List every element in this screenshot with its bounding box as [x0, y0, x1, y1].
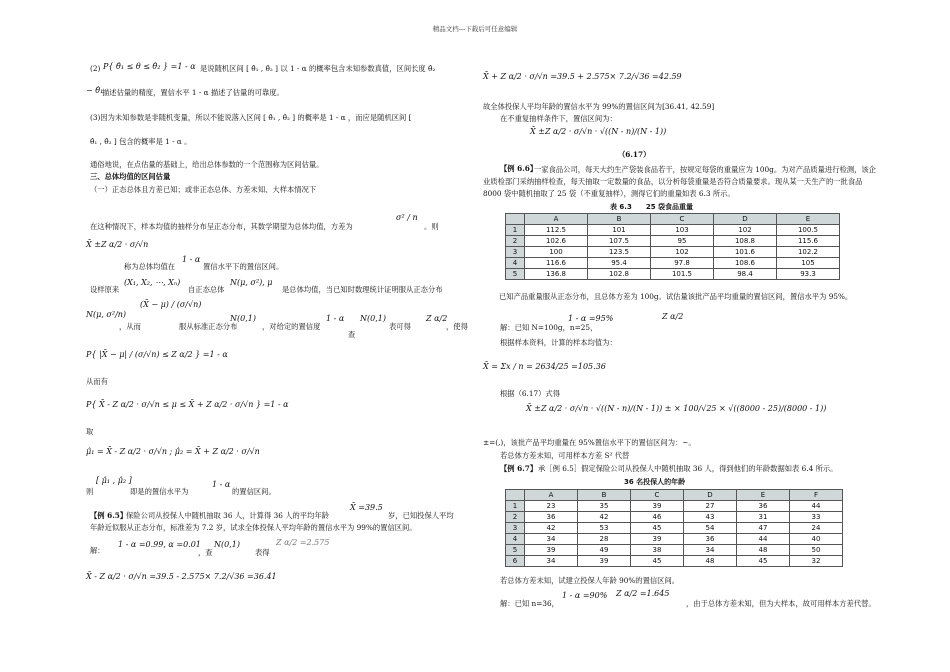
- paragraph-text: 已知产品重量服从正态分布，且总体方差为 100g。试估量该批产品平均重量的置信区间，置信水平为 95%。: [499, 292, 853, 301]
- paragraph-text: 描述估量的精度，置信水平 1 - α 描述了估量的可靠度。: [102, 88, 284, 97]
- paragraph-text: 在不重复抽样条件下，置信区间为：: [500, 114, 617, 123]
- table-cell: 45: [631, 556, 684, 567]
- table-cell: 101.6: [714, 247, 777, 258]
- table-cell: 27: [684, 501, 737, 512]
- paragraph-text: ，从而: [119, 322, 141, 331]
- row-header: 2: [506, 512, 525, 523]
- example-label: 【例 6.5】: [90, 511, 128, 520]
- normal-dist-formula: N(μ, σ²), μ: [230, 278, 273, 287]
- table-cell: 95: [651, 236, 714, 247]
- given-values-formula: 1 - α =0.99, α =0.01: [118, 540, 201, 549]
- column-header: B: [578, 490, 631, 501]
- solution-label: 解：已知 n=36，: [500, 599, 559, 608]
- paragraph-text: ，查: [198, 548, 213, 557]
- z-value-formula: Z α/2 =2.575: [276, 538, 330, 547]
- table-cell: 35: [578, 501, 631, 512]
- column-header: E: [777, 214, 840, 225]
- table-cell: 38: [631, 545, 684, 556]
- table-cell: 102.8: [588, 269, 651, 280]
- z-value-formula: Z α/2: [662, 312, 684, 321]
- table-cell: 34: [684, 545, 737, 556]
- paragraph-text: ，对给定的置信度: [262, 322, 321, 331]
- row-header: 1: [506, 225, 525, 236]
- table-cell: 46: [631, 512, 684, 523]
- formula-fragment: − θ̂₁: [86, 86, 104, 95]
- table-cell: 24: [790, 523, 843, 534]
- table-cell: 115.6: [777, 236, 840, 247]
- column-header: C: [631, 490, 684, 501]
- table-cell: 48: [737, 545, 790, 556]
- table-cell: 48: [684, 556, 737, 567]
- table-cell: 44: [790, 501, 843, 512]
- table-cell: 40: [790, 534, 843, 545]
- paragraph-text: 一家食品公司，每天大约生产袋装食品若干，按规定每袋的重量应为 100g。为对产品质量进行检测，该企业质检部门采纳抽样检查，每天抽取一定数量的食品，以分析每袋重量是否符合质量要求。现从某一天生产的一批食品 8000 袋中随机抽取了 25 袋（不重复抽样），测得它们的重量如表 6.3 所示。: [483, 165, 876, 198]
- table-row: [506, 534, 843, 545]
- equation-number: （6.17）: [618, 150, 651, 159]
- table-cell: 95.4: [588, 258, 651, 269]
- normal-dist-formula: N(μ, σ²/n): [86, 310, 127, 319]
- table-cell: 100.5: [777, 225, 840, 236]
- paragraph-text: 则: [86, 487, 94, 496]
- table-cell: 98.4: [714, 269, 777, 280]
- paragraph-text: 查: [348, 330, 356, 339]
- table-row: [506, 512, 843, 523]
- table-cell: 54: [684, 523, 737, 534]
- probability-formula: P{ |X̄ − μ| / (σ/√n) ≤ Z α/2 } =1 - α: [86, 350, 228, 359]
- table-cell: 44: [737, 534, 790, 545]
- table-row: [506, 258, 840, 269]
- table-cell: 102: [651, 247, 714, 258]
- table-cell: 136.8: [525, 269, 588, 280]
- column-header: E: [737, 490, 790, 501]
- paragraph-text: 设样原来: [90, 285, 120, 294]
- paragraph-text: 承［例 6.5］假定保险公司从投保人中随机抽取 36 人，得到他们的年龄数据如表 6.4 所示。: [538, 464, 838, 473]
- paragraph-text: 若总体方差未知，试建立投保人年龄 90%的置信区间。: [500, 576, 680, 585]
- paragraph-text: 岁，已知投保人平均: [388, 511, 454, 520]
- alpha-formula: 1 - α: [326, 314, 345, 323]
- sample-mean-calculation: X̄ = Σx / n = 2634/25 =105.36: [483, 362, 606, 371]
- insured-age-table: [505, 489, 843, 567]
- row-header: 3: [506, 247, 525, 258]
- table-row: [506, 225, 840, 236]
- table-cell: 53: [578, 523, 631, 534]
- paragraph-text: 的置信区间。: [232, 487, 276, 496]
- paragraph-text: 通俗地说，在点估量的基础上，给出总体参数的一个范围称为区间估量。: [90, 160, 324, 169]
- paragraph-text: 取: [86, 427, 94, 436]
- paragraph-text: 保险公司从投保人中随机抽取 36 人，计算得 36 人的平均年龄: [126, 511, 329, 520]
- table-row: [506, 269, 840, 280]
- row-header: 3: [506, 523, 525, 534]
- probability-formula: P{ X̄ - Z α/2 · σ/√n ≤ μ ≤ X̄ + Z α/2 · σ/√n } =1 - α: [86, 400, 289, 409]
- table-row: [506, 545, 843, 556]
- page-header: 精品文档---下载后可任意编辑: [432, 25, 518, 33]
- paragraph-text: 。则: [424, 222, 439, 231]
- food-weight-table: [505, 213, 840, 280]
- paragraph-text: 根据（6.17）式得: [500, 389, 561, 398]
- table-row: [506, 523, 843, 534]
- upper-bound-calculation: X̄ + Z α/2 · σ/√n =39.5 + 2.575× 7.2/√36 =42.59: [483, 72, 682, 81]
- section-heading: 三、总体均值的区间估量: [90, 172, 171, 181]
- table-cell: 50: [790, 545, 843, 556]
- paragraph-text: 表得: [255, 548, 270, 557]
- table-cell: 28: [578, 534, 631, 545]
- table-cell: 116.6: [525, 258, 588, 269]
- table-cell: 34: [525, 534, 578, 545]
- column-header: C: [651, 214, 714, 225]
- row-header: 5: [506, 545, 525, 556]
- paragraph-text: 从而有: [86, 377, 108, 386]
- table-cell: 97.8: [651, 258, 714, 269]
- table-cell: 107.5: [588, 236, 651, 247]
- table-cell: 36: [525, 512, 578, 523]
- table-caption: 表 6.3 25 袋食品重量: [610, 203, 694, 211]
- alpha-formula: 1 - α =95%: [568, 314, 614, 323]
- table-cell: 33: [790, 512, 843, 523]
- alpha-formula: 1 - α: [212, 480, 231, 489]
- item-number: (2): [90, 64, 101, 73]
- z-value-formula: Z α/2 =1.645: [616, 589, 670, 598]
- table-cell: 49: [578, 545, 631, 556]
- alpha-formula: 1 - α: [182, 255, 201, 264]
- z-value-formula: Z α/2: [426, 314, 448, 323]
- table-corner: [506, 490, 525, 501]
- paragraph-text: θ̂₁ , θ̂₂ ] 包含的概率是 1 - α 。: [90, 137, 192, 146]
- paragraph-text: 服从标准正态分布: [179, 322, 238, 331]
- table-cell: 39: [578, 556, 631, 567]
- table-cell: 123.5: [588, 247, 651, 258]
- row-header: 4: [506, 534, 525, 545]
- paragraph-text: 是说随机区间 [ θ̂₁ , θ̂₂ ] 以 1 - α 的概率包含未知参数真值，区间长度 θ̂₂: [200, 64, 436, 73]
- paragraph-text: 年龄近似服从正态分布，标准差为 7.2 岁，试求全体投保人平均年龄的置信水平为 99%的置信区间。: [90, 523, 417, 532]
- table-cell: 108.6: [714, 258, 777, 269]
- paragraph-text: 置信水平下的置信区间。: [203, 262, 284, 271]
- table-cell: 101.5: [651, 269, 714, 280]
- variance-formula: σ² / n: [396, 213, 418, 222]
- table-cell: 39: [631, 534, 684, 545]
- table-cell: 108.8: [714, 236, 777, 247]
- paragraph-text: 故全体投保人平均年龄的置信水平为 99%的置信区间为[36.41, 42.59]: [483, 102, 715, 111]
- solution-label: 解：已知 N=100g，n=25，: [500, 323, 598, 332]
- interval-calculation: X̄ ±Z α/2 · σ/√n · √((N - n)/(N - 1)) ± × 100/√25 × √((8000 - 25)/(8000 - 1)): [526, 404, 827, 413]
- table-row: [506, 556, 843, 567]
- column-header: A: [525, 490, 578, 501]
- paragraph-text: 在这种情况下，样本均值的抽样分布呈正态分布，其数学期望为总体均值，方差为: [90, 222, 353, 231]
- paragraph-text: (3)因为未知参数是非随机变量，所以不能说落入区间 [ θ̂₁ , θ̂₂ ] 的概率是 1 - α ，而应是随机区间 [: [90, 113, 412, 122]
- column-header: D: [714, 214, 777, 225]
- paragraph-text: ，使得: [446, 322, 468, 331]
- table-cell: 34: [525, 556, 578, 567]
- interval-endpoints-formula: μ̂₁ = X̄ - Z α/2 · σ/√n ; μ̂₂ = X̄ + Z α/2 · σ/√n: [86, 447, 260, 456]
- subsection-heading: （一）正态总体且方差已知；或非正态总体、方差未知、大样本情况下: [90, 185, 317, 194]
- table-cell: 39: [525, 545, 578, 556]
- table-cell: 112.5: [525, 225, 588, 236]
- table-cell: 93.3: [777, 269, 840, 280]
- table-row: [506, 247, 840, 258]
- table-cell: 102.6: [525, 236, 588, 247]
- column-header: B: [588, 214, 651, 225]
- finite-population-formula: X̄ ±Z α/2 · σ/√n · √((N - n)/(N - 1)): [530, 127, 667, 136]
- standard-normal-formula: N(0,1): [230, 314, 256, 323]
- paragraph-text: 自正态总体: [188, 285, 225, 294]
- paragraph-text: 是总体均值，当已知时数理统计证明服从正态分布: [282, 285, 443, 294]
- table-cell: 36: [737, 501, 790, 512]
- paragraph-text: ，由于总体方差未知，但为大样本，故可用样本方差代替。: [686, 599, 876, 608]
- row-header: 4: [506, 258, 525, 269]
- solution-label: 解：: [90, 546, 105, 555]
- table-cell: 45: [631, 523, 684, 534]
- row-header: 1: [506, 501, 525, 512]
- column-header: A: [525, 214, 588, 225]
- sample-formula: (X₁, X₂, ⋯, Xₙ): [124, 278, 181, 287]
- table-cell: 103: [651, 225, 714, 236]
- table-cell: 36: [684, 534, 737, 545]
- interval-formula: [ μ̂₁ , μ̂₂ ]: [96, 476, 132, 485]
- lower-bound-calculation: X̄ - Z α/2 · σ/√n =39.5 - 2.575× 7.2/√36 =36.41: [86, 572, 277, 581]
- row-header: 2: [506, 236, 525, 247]
- table-cell: 102: [714, 225, 777, 236]
- table-cell: 101: [588, 225, 651, 236]
- table-cell: 45: [737, 556, 790, 567]
- table-cell: 47: [737, 523, 790, 534]
- table-row: [506, 501, 843, 512]
- standard-normal-formula: N(0,1): [214, 540, 240, 549]
- paragraph-text: 若总体方差未知，可用样本方差 S² 代替: [500, 451, 630, 460]
- table-cell: 42: [578, 512, 631, 523]
- row-header: 5: [506, 269, 525, 280]
- alpha-formula: 1 - α =90%: [562, 591, 608, 600]
- example-label: 【例 6.6】: [500, 164, 538, 173]
- table-cell: 105: [777, 258, 840, 269]
- standardized-stat-formula: (X̄ − μ) / (σ/√n): [140, 300, 202, 309]
- paragraph-text: 即是的置信水平为: [130, 487, 189, 496]
- table-corner: [506, 214, 525, 225]
- confidence-interval-formula: X̄ ±Z α/2 · σ/√n: [86, 240, 149, 249]
- column-header: F: [790, 490, 843, 501]
- row-header: 6: [506, 556, 525, 567]
- paragraph-text: 称为总体均值在: [124, 262, 176, 271]
- table-cell: 32: [790, 556, 843, 567]
- table-cell: 100: [525, 247, 588, 258]
- table-cell: 43: [684, 512, 737, 523]
- table-cell: 102.2: [777, 247, 840, 258]
- table-caption: 36 名投保人的年龄: [624, 478, 686, 486]
- table-cell: 23: [525, 501, 578, 512]
- paragraph-text: 表可得: [389, 322, 411, 331]
- column-header: D: [684, 490, 737, 501]
- table-row: [506, 236, 840, 247]
- table-cell: 31: [737, 512, 790, 523]
- probability-formula: P{ θ̂₁ ≤ θ ≤ θ̂₂ } =1 - α: [103, 62, 196, 71]
- example-label: 【例 6.7】: [500, 464, 538, 473]
- table-cell: 39: [631, 501, 684, 512]
- standard-normal-formula: N(0,1): [360, 314, 386, 323]
- sample-mean-value: X̄ =39.5: [350, 503, 383, 512]
- paragraph-text: 根据样本资料，计算的样本均值为：: [500, 338, 617, 347]
- paragraph-text: ±=(,)，该批产品平均重量在 95%置信水平下的置信区间为：~。: [483, 438, 696, 447]
- table-cell: 42: [525, 523, 578, 534]
